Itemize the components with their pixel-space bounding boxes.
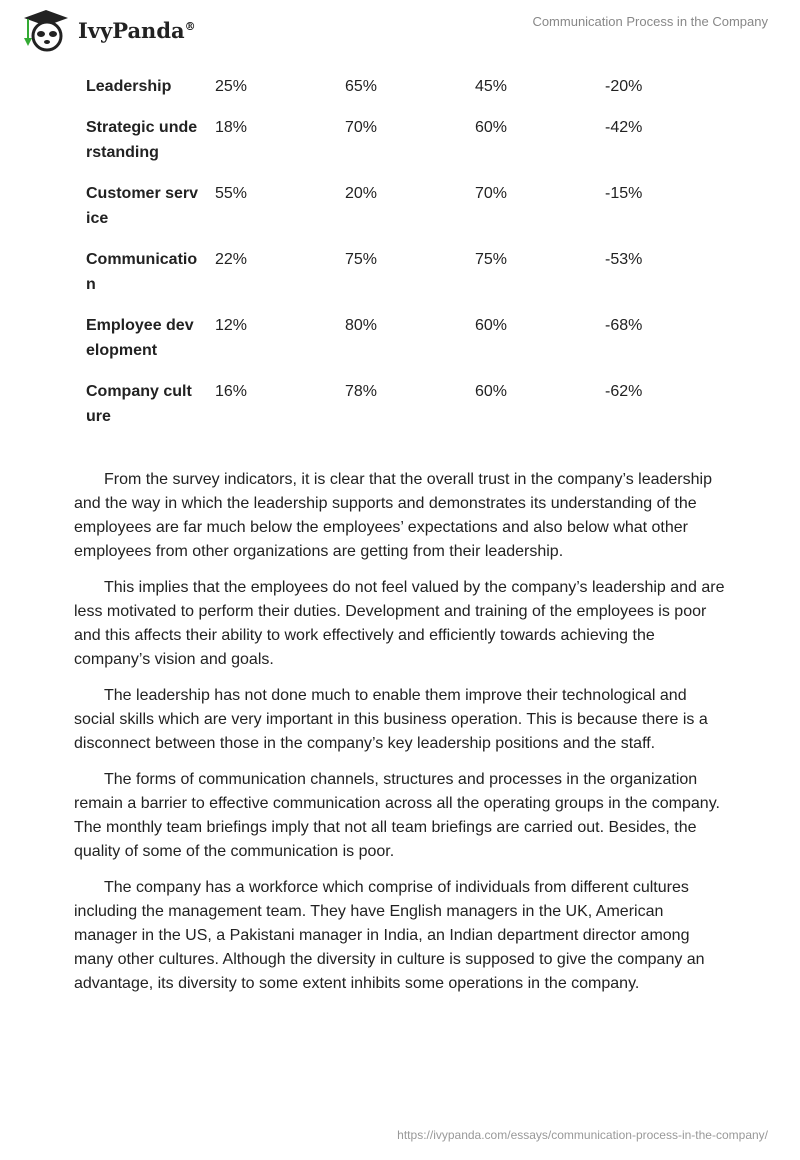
survey-table: [78, 66, 727, 437]
table-cell: 75%: [475, 251, 508, 268]
paragraph: This implies that the employees do not feel valued by the company’s leadership and are less motivated to perform their duties. Development and training of the employees is poor and this affects their ability to work effectively and efficiently towards achieving the company’s vision and goals.: [74, 579, 725, 668]
table-cell: -20%: [605, 78, 643, 95]
table-cell: -15%: [605, 185, 643, 202]
table-cell: 25%: [215, 78, 248, 95]
panda-logo-icon: [20, 8, 72, 52]
table-cell: -68%: [605, 317, 643, 334]
table-cell: 80%: [345, 317, 378, 334]
table-cell: 60%: [475, 317, 508, 334]
paragraph: The company has a workforce which comprise of individuals from different cultures including the management team. They have English managers in the UK, American manager in the US, a Pakistani manager in India, an Indian department director among many other cultures. Although the diversity in culture is supposed to give the company an advantage, its diversity to some extent inhibits some operations in the company.: [74, 879, 705, 992]
table-row: [78, 305, 727, 371]
table-cell: 70%: [345, 119, 378, 136]
table-cell: -53%: [605, 251, 643, 268]
table-row: [78, 239, 727, 305]
table-cell: 55%: [215, 185, 248, 202]
table-cell: 12%: [215, 317, 248, 334]
row-label: Communication: [86, 251, 198, 293]
paragraph: The forms of communication channels, structures and processes in the organization remain a barrier to effective communication across all the operating groups in the company. The monthly team briefings imply that not all team briefings are carried out. Besides, the quality of some of the communication is poor.: [74, 771, 720, 860]
essay-body: [74, 468, 730, 1008]
table-cell: 70%: [475, 185, 508, 202]
row-label: Leadership: [86, 78, 172, 95]
table-cell: -62%: [605, 383, 643, 400]
table-cell: 16%: [215, 383, 248, 400]
table-row: [78, 371, 727, 437]
paragraph: The leadership has not done much to enable them improve their technological and social skills which are very important in this business operation. This is because there is a disconnect between those in the company’s key leadership positions and the staff.: [74, 687, 708, 752]
table-cell: 65%: [345, 78, 378, 95]
registered-mark: ®: [184, 19, 196, 33]
row-label: Employee development: [86, 317, 194, 359]
table-cell: 18%: [215, 119, 248, 136]
row-label: Company culture: [86, 383, 192, 425]
table-row: [78, 173, 727, 239]
table-cell: 20%: [345, 185, 378, 202]
paragraph: From the survey indicators, it is clear that the overall trust in the company’s leadership and the way in which the leadership supports and demonstrates its understanding of the employees are far much below the employees’ expectations and also below what other employees from other organizations are getting from their leadership.: [74, 471, 712, 560]
table-cell: 75%: [345, 251, 378, 268]
document-title: Communication Process in the Company: [532, 14, 768, 29]
table-cell: 60%: [475, 119, 508, 136]
table-row: [78, 107, 727, 173]
source-url[interactable]: https://ivypanda.com/essays/communication-process-in-the-company/: [397, 1128, 768, 1142]
table-cell: 22%: [215, 251, 248, 268]
row-label: Strategic understanding: [86, 119, 198, 161]
table-cell: 60%: [475, 383, 508, 400]
table-row: [78, 66, 727, 107]
table-cell: 78%: [345, 383, 378, 400]
brand-name: IvyPanda: [78, 17, 185, 43]
row-label: Customer service: [86, 185, 199, 227]
logo[interactable]: [20, 8, 196, 52]
table-cell: 45%: [475, 78, 508, 95]
table-cell: -42%: [605, 119, 643, 136]
